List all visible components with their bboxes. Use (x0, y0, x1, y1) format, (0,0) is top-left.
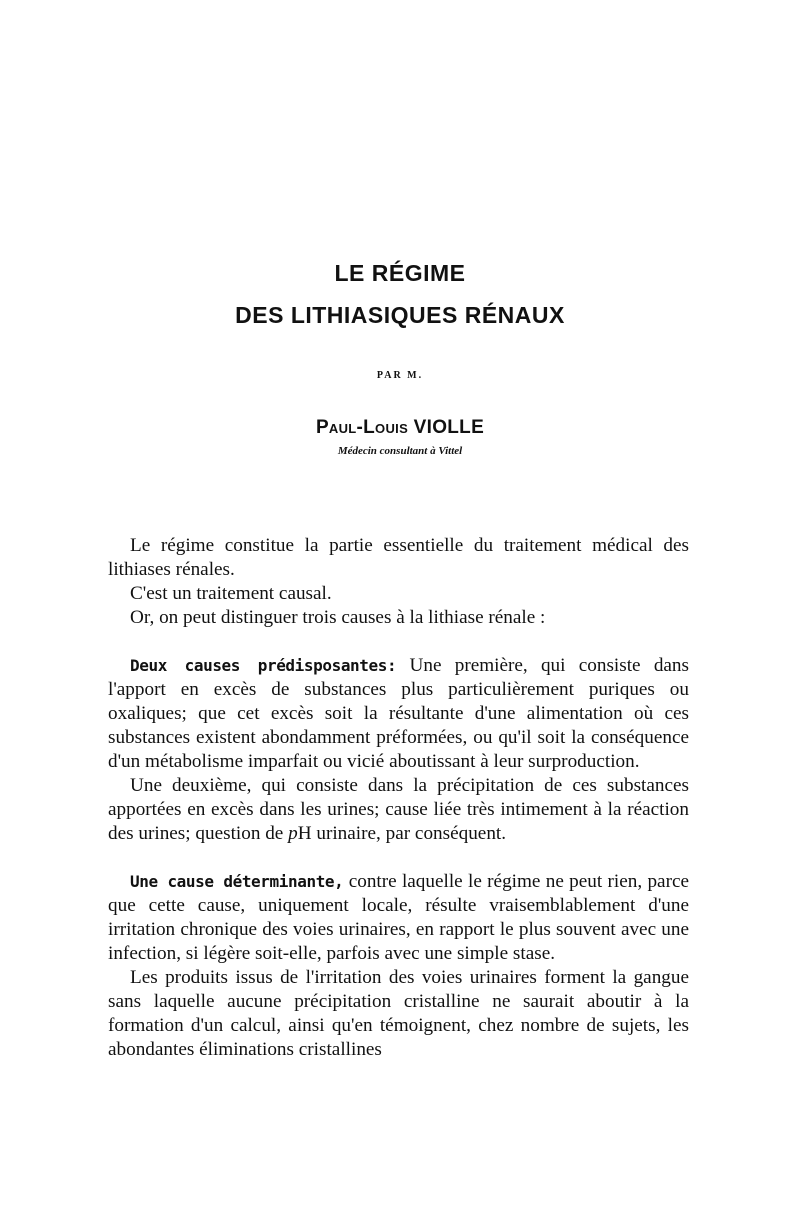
paragraph-4-text: Une première, qui consiste dans l'apport en excès de substances plus particulièrement puriques ou oxaliques; que cet excès soit la résultante d'une alimentation où ces substances existent abondamment préformées, ou qu'il soit la conséquence d'un métabolisme imparfait ou vicié aboutissant à leur surproduction. (108, 655, 689, 772)
paragraph-2: C'est un traitement causal. (130, 583, 332, 604)
paragraph-7: Les produits issus de l'irritation des voies urinaires forment la gangue sans laquelle aucune précipitation cristalline ne saurait aboutir à la formation d'un calcul, ainsi qu'en témoignent, chez nombre de sujets, les abondantes éliminations cristallines (108, 967, 689, 1060)
author-first-name: Paul-Louis (315, 417, 409, 438)
title-line-1: LE RÉGIME (334, 260, 466, 286)
paragraph-5-part-a: Une deuxième, qui consiste dans la précipitation de ces substances apportées en excès dans les urines; cause liée très intimement à la réaction des urines; question de (108, 775, 689, 844)
paragraph-6-text: contre laquelle le régime ne peut rien, parce que cette cause, uniquement locale, résulte vraisemblablement d'une irritation chronique des voies urinaires, en rapport le plus souvent avec une infection, si légère soit-elle, parfois avec une simple stase. (108, 871, 689, 964)
author-affiliation: Médecin consultant à Vittel (337, 445, 463, 457)
paragraph-5 (108, 774, 689, 846)
article-body (108, 534, 689, 1062)
author-last-name: VIOLLE (413, 417, 485, 438)
title-line-2: DES LITHIASIQUES RÉNAUX (235, 302, 565, 328)
byline-par: PAR M. (376, 370, 424, 381)
author-name (0, 417, 800, 439)
paragraph-4 (108, 654, 689, 774)
paragraph-5-part-b: H urinaire, par conséquent. (297, 823, 507, 844)
paragraph-4-lead: Deux causes prédisposantes: (130, 656, 397, 675)
paragraph-3: Or, on peut distinguer trois causes à la lithiase rénale : (130, 607, 546, 628)
paragraph-1: Le régime constitue la partie essentielle du traitement médical des lithiases rénales. (108, 535, 689, 580)
paragraph-5-ph: p (288, 823, 298, 844)
paragraph-6-lead: Une cause déterminante, (130, 872, 344, 891)
paragraph-6 (108, 870, 689, 966)
